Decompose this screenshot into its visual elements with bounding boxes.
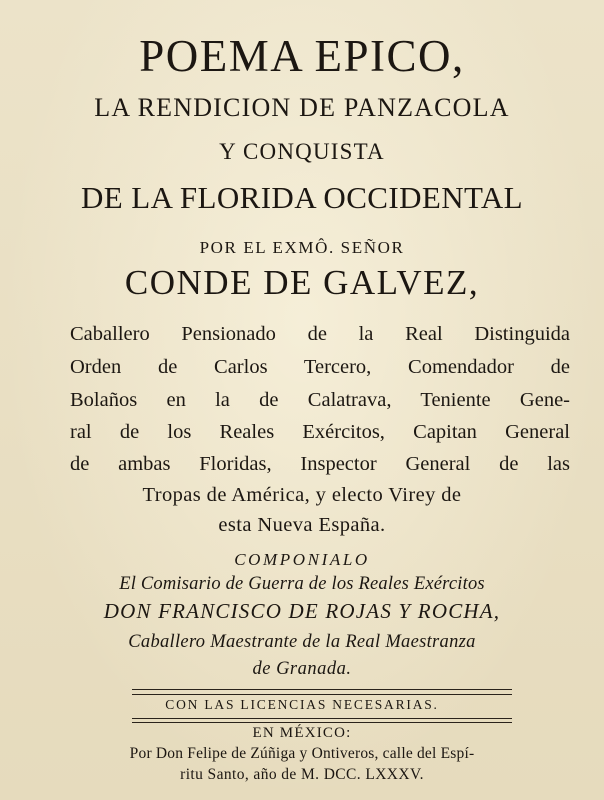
titles-line-3: Bolaños en la de Calatrava, Teniente Gene- [70,389,570,411]
bottom-rule-2 [132,722,512,723]
composer-line-1: El Comisario de Guerra de los Reales Exércitos [119,574,485,594]
licenses-line: CON LAS LICENCIAS NECESARIAS. [165,697,439,712]
composer-label: COMPONIALO [234,550,370,569]
titles-line-7: esta Nueva España. [218,514,386,536]
composer-line-3: Caballero Maestrante de la Real Maestranza [128,632,476,652]
subtitle-rendicion: LA RENDICION DE PANZACOLA [94,93,510,122]
titles-line-1: Caballero Pensionado de la Real Distinguida [70,323,570,345]
imprint-line-1: Por Don Felipe de Zúñiga y Ontiveros, calle del Espí- [129,745,475,762]
poem-title: POEMA EPICO, [139,31,465,81]
top-rule-2 [132,694,512,695]
author-preface: POR EL EXMÔ. SEÑOR [199,238,405,257]
titles-line-6: Tropas de América, y electo Virey de [142,484,462,506]
imprint-place: EN MÉXICO: [252,725,352,741]
top-rule-1 [132,689,512,690]
subtitle-florida: DE LA FLORIDA OCCIDENTAL [81,180,523,215]
imprint-line-2: ritu Santo, año de M. DCC. LXXXV. [180,766,424,783]
bottom-rule-1 [132,718,512,719]
titles-line-2: Orden de Carlos Tercero, Comendador de [70,356,570,378]
subtitle-conquista: Y CONQUISTA [219,139,385,164]
author-name: CONDE DE GALVEZ, [124,263,480,302]
composer-line-4: de Granada. [252,659,352,679]
titles-line-5: de ambas Floridas, Inspector General de las [70,453,570,475]
composer-name: DON FRANCISCO DE ROJAS Y ROCHA, [103,599,501,623]
titles-line-4: ral de los Reales Exércitos, Capitan General [70,421,570,443]
